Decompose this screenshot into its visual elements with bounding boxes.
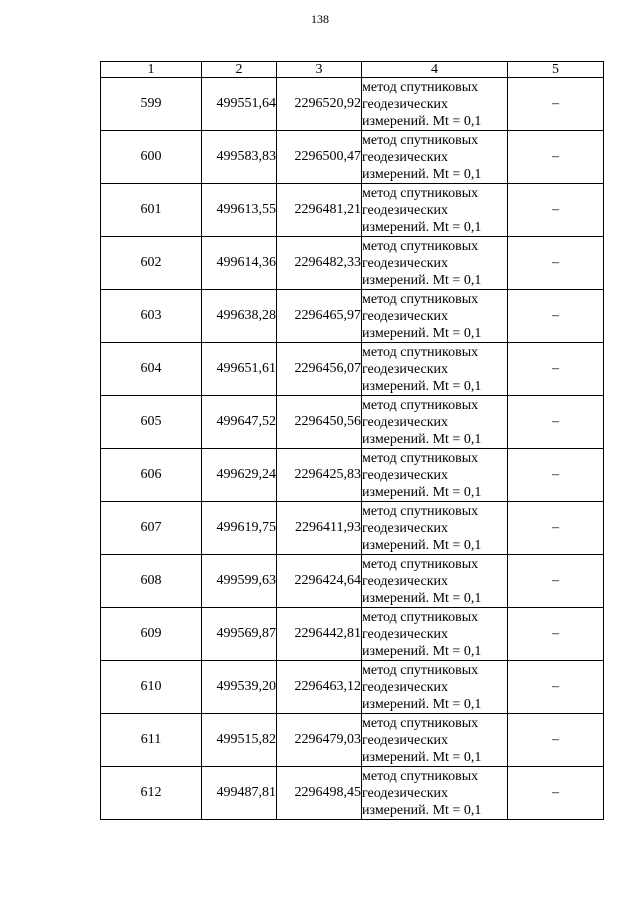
method-line: геодезических <box>362 96 449 112</box>
note-cell: – <box>508 661 604 714</box>
y-coordinate-cell: 2296498,45 <box>277 767 362 820</box>
method-line: геодезических <box>362 414 449 430</box>
y-coordinate-cell: 2296482,33 <box>277 237 362 290</box>
y-coordinate-cell: 2296479,03 <box>277 714 362 767</box>
y-coordinate-cell: 2296424,64 <box>277 555 362 608</box>
point-number-cell: 602 <box>101 237 202 290</box>
method-line: геодезических <box>362 202 449 218</box>
y-coordinate-cell: 2296465,97 <box>277 290 362 343</box>
table-row <box>101 78 604 131</box>
method-line: измерений. Mt = 0,1 <box>362 590 482 606</box>
method-line: измерений. Mt = 0,1 <box>362 643 482 659</box>
method-cell <box>362 131 508 184</box>
table-row <box>101 396 604 449</box>
point-number-cell: 605 <box>101 396 202 449</box>
y-coordinate-cell: 2296411,93 <box>277 502 362 555</box>
table-body <box>101 78 604 820</box>
table-row <box>101 290 604 343</box>
x-coordinate-cell: 499629,24 <box>202 449 277 502</box>
method-cell <box>362 449 508 502</box>
note-cell: – <box>508 343 604 396</box>
method-line: измерений. Mt = 0,1 <box>362 431 482 447</box>
note-cell: – <box>508 714 604 767</box>
table-row <box>101 661 604 714</box>
x-coordinate-cell: 499613,55 <box>202 184 277 237</box>
method-line: геодезических <box>362 308 449 324</box>
y-coordinate-cell: 2296456,07 <box>277 343 362 396</box>
method-line: геодезических <box>362 255 449 271</box>
x-coordinate-cell: 499487,81 <box>202 767 277 820</box>
table-row <box>101 608 604 661</box>
method-cell <box>362 661 508 714</box>
point-number-cell: 603 <box>101 290 202 343</box>
method-line: метод спутниковых <box>362 715 479 731</box>
column-header-4: 4 <box>362 62 508 78</box>
table-row <box>101 449 604 502</box>
x-coordinate-cell: 499515,82 <box>202 714 277 767</box>
method-cell <box>362 290 508 343</box>
method-line: метод спутниковых <box>362 238 479 254</box>
table-row <box>101 714 604 767</box>
point-number-cell: 611 <box>101 714 202 767</box>
method-line: метод спутниковых <box>362 185 479 201</box>
note-cell: – <box>508 449 604 502</box>
point-number-cell: 600 <box>101 131 202 184</box>
method-line: геодезических <box>362 679 449 695</box>
y-coordinate-cell: 2296463,12 <box>277 661 362 714</box>
method-cell <box>362 555 508 608</box>
x-coordinate-cell: 499638,28 <box>202 290 277 343</box>
method-line: метод спутниковых <box>362 397 479 413</box>
method-cell <box>362 396 508 449</box>
method-line: геодезических <box>362 520 449 536</box>
note-cell: – <box>508 608 604 661</box>
note-cell: – <box>508 555 604 608</box>
coordinates-table <box>100 61 604 820</box>
method-line: измерений. Mt = 0,1 <box>362 166 482 182</box>
method-line: метод спутниковых <box>362 662 479 678</box>
column-header-3: 3 <box>277 62 362 78</box>
note-cell: – <box>508 184 604 237</box>
x-coordinate-cell: 499651,61 <box>202 343 277 396</box>
table-row <box>101 237 604 290</box>
method-cell <box>362 502 508 555</box>
method-line: метод спутниковых <box>362 609 479 625</box>
point-number-cell: 612 <box>101 767 202 820</box>
note-cell: – <box>508 78 604 131</box>
method-line: геодезических <box>362 467 449 483</box>
point-number-cell: 601 <box>101 184 202 237</box>
method-line: измерений. Mt = 0,1 <box>362 219 482 235</box>
point-number-cell: 604 <box>101 343 202 396</box>
note-cell: – <box>508 396 604 449</box>
x-coordinate-cell: 499599,63 <box>202 555 277 608</box>
method-line: геодезических <box>362 626 449 642</box>
point-number-cell: 609 <box>101 608 202 661</box>
y-coordinate-cell: 2296500,47 <box>277 131 362 184</box>
page-number: 138 <box>311 12 329 26</box>
y-coordinate-cell: 2296520,92 <box>277 78 362 131</box>
x-coordinate-cell: 499551,64 <box>202 78 277 131</box>
table-row <box>101 502 604 555</box>
y-coordinate-cell: 2296425,83 <box>277 449 362 502</box>
point-number-cell: 606 <box>101 449 202 502</box>
method-line: геодезических <box>362 573 449 589</box>
x-coordinate-cell: 499583,83 <box>202 131 277 184</box>
method-line: измерений. Mt = 0,1 <box>362 696 482 712</box>
table-row <box>101 555 604 608</box>
table-row <box>101 343 604 396</box>
method-cell <box>362 78 508 131</box>
table-row <box>101 184 604 237</box>
x-coordinate-cell: 499647,52 <box>202 396 277 449</box>
point-number-cell: 610 <box>101 661 202 714</box>
note-cell: – <box>508 131 604 184</box>
method-line: метод спутниковых <box>362 291 479 307</box>
method-line: метод спутниковых <box>362 344 479 360</box>
method-line: метод спутниковых <box>362 503 479 519</box>
method-line: геодезических <box>362 149 449 165</box>
method-cell <box>362 184 508 237</box>
method-line: геодезических <box>362 785 449 801</box>
y-coordinate-cell: 2296450,56 <box>277 396 362 449</box>
method-line: измерений. Mt = 0,1 <box>362 537 482 553</box>
method-line: измерений. Mt = 0,1 <box>362 802 482 818</box>
note-cell: – <box>508 237 604 290</box>
method-cell <box>362 608 508 661</box>
x-coordinate-cell: 499569,87 <box>202 608 277 661</box>
note-cell: – <box>508 767 604 820</box>
method-line: измерений. Mt = 0,1 <box>362 272 482 288</box>
header-row <box>101 62 604 78</box>
y-coordinate-cell: 2296442,81 <box>277 608 362 661</box>
table-row <box>101 131 604 184</box>
method-cell <box>362 237 508 290</box>
table-row <box>101 767 604 820</box>
method-line: метод спутниковых <box>362 132 479 148</box>
y-coordinate-cell: 2296481,21 <box>277 184 362 237</box>
method-line: измерений. Mt = 0,1 <box>362 749 482 765</box>
method-cell <box>362 714 508 767</box>
note-cell: – <box>508 502 604 555</box>
column-header-5: 5 <box>508 62 604 78</box>
method-cell <box>362 343 508 396</box>
point-number-cell: 599 <box>101 78 202 131</box>
method-line: метод спутниковых <box>362 556 479 572</box>
point-number-cell: 607 <box>101 502 202 555</box>
method-line: геодезических <box>362 732 449 748</box>
method-line: метод спутниковых <box>362 79 479 95</box>
x-coordinate-cell: 499539,20 <box>202 661 277 714</box>
x-coordinate-cell: 499614,36 <box>202 237 277 290</box>
method-line: метод спутниковых <box>362 768 479 784</box>
method-line: измерений. Mt = 0,1 <box>362 325 482 341</box>
method-line: измерений. Mt = 0,1 <box>362 484 482 500</box>
method-line: измерений. Mt = 0,1 <box>362 378 482 394</box>
note-cell: – <box>508 290 604 343</box>
method-cell <box>362 767 508 820</box>
point-number-cell: 608 <box>101 555 202 608</box>
x-coordinate-cell: 499619,75 <box>202 502 277 555</box>
method-line: метод спутниковых <box>362 450 479 466</box>
column-header-1: 1 <box>101 62 202 78</box>
method-line: геодезических <box>362 361 449 377</box>
column-header-2: 2 <box>202 62 277 78</box>
method-line: измерений. Mt = 0,1 <box>362 113 482 129</box>
